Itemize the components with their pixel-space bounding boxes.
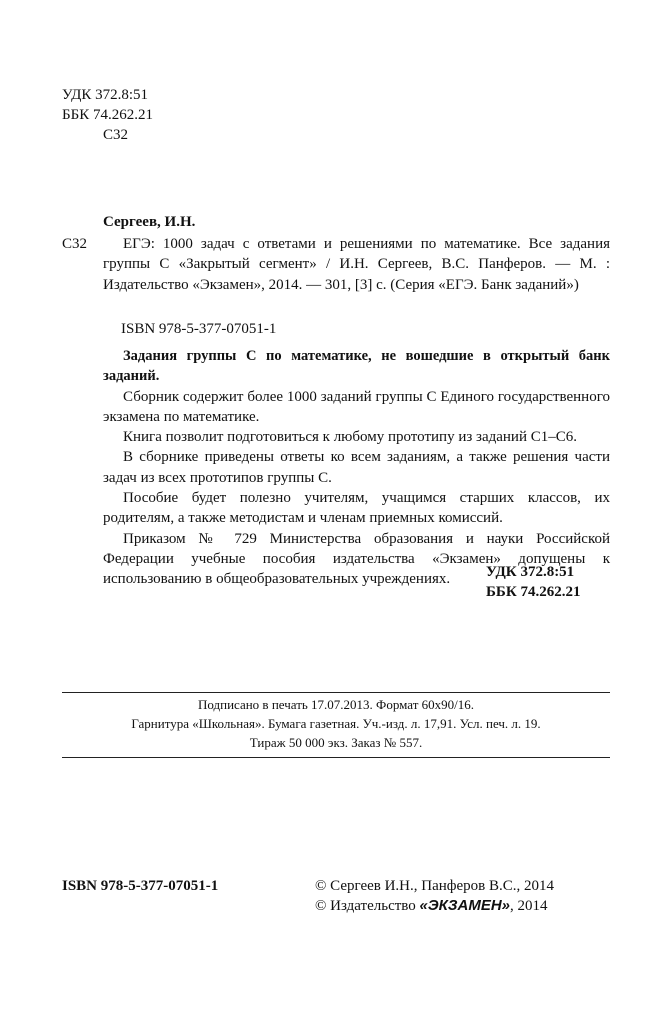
annotation-paragraph: Книга позволит подготовиться к любому прототипу из заданий С1–С6. [123, 429, 577, 446]
publisher-brand: «ЭКЗАМЕН» [419, 897, 511, 914]
imprint-block [62, 695, 610, 752]
author-name: Сергеев, И.Н. [103, 214, 196, 230]
copyright-prefix: © Издательство [315, 898, 420, 914]
annotation-udk: УДК 372.8:51 [486, 564, 575, 580]
annotation-paragraph: Пособие будет полезно учителям, учащимся старших классов, их родителям, а также методистам и членам приемных комиссий. [103, 490, 610, 527]
bbk-code: ББК 74.262.21 [62, 107, 153, 123]
record-mark: С32 [62, 236, 88, 252]
annotation-paragraph: Сборник содержит более 1000 заданий группы С Единого государственного экзамена по математике. [103, 388, 610, 425]
annotation-paragraph: В сборнике приведены ответы ко всем заданиям, а также решения части задач из всех прототипов группы С. [103, 449, 610, 486]
footer-isbn: ISBN 978-5-377-07051-1 [62, 878, 219, 894]
udk-code: УДК 372.8:51 [62, 87, 149, 103]
copyright-publisher [315, 896, 548, 916]
divider-top [62, 692, 610, 693]
divider-bottom [62, 757, 610, 758]
annotation-paragraph: Приказом № 729 Министерства образования и науки Российской Федерации учебные пособия издательства «Экзамен» допущены к использованию в общеобразовательных учреждениях. [103, 530, 610, 588]
imprint-line-1: Подписано в печать 17.07.2013. Формат 60x90/16. [197, 697, 474, 712]
record-isbn: ISBN 978-5-377-07051-1 [121, 321, 277, 337]
copyright-suffix: , 2014 [510, 898, 548, 914]
author-mark: С32 [103, 127, 129, 143]
bibliographic-description: ЕГЭ: 1000 задач с ответами и решениями по математике. Все задания группы С «Закрытый сегмент» / И.Н. Сергеев, В.С. Панферов. — М. : Издательство «Экзамен», 2014. — 301, [3] с. (Серия «ЕГЭ. Банк заданий») [103, 236, 610, 293]
annotation-heading: Задания группы С по математике, не вошедшие в открытый банк заданий. [103, 348, 610, 385]
imprint-line-3: Тираж 50 000 экз. Заказ № 557. [249, 735, 423, 750]
annotation-bbk: ББК 74.262.21 [486, 584, 581, 600]
annotation [103, 346, 610, 590]
imprint-line-2: Гарнитура «Школьная». Бумага газетная. Уч.-изд. л. 17,91. Усл. печ. л. 19. [131, 716, 541, 731]
copyright-authors: © Сергеев И.Н., Панферов В.С., 2014 [315, 878, 554, 894]
